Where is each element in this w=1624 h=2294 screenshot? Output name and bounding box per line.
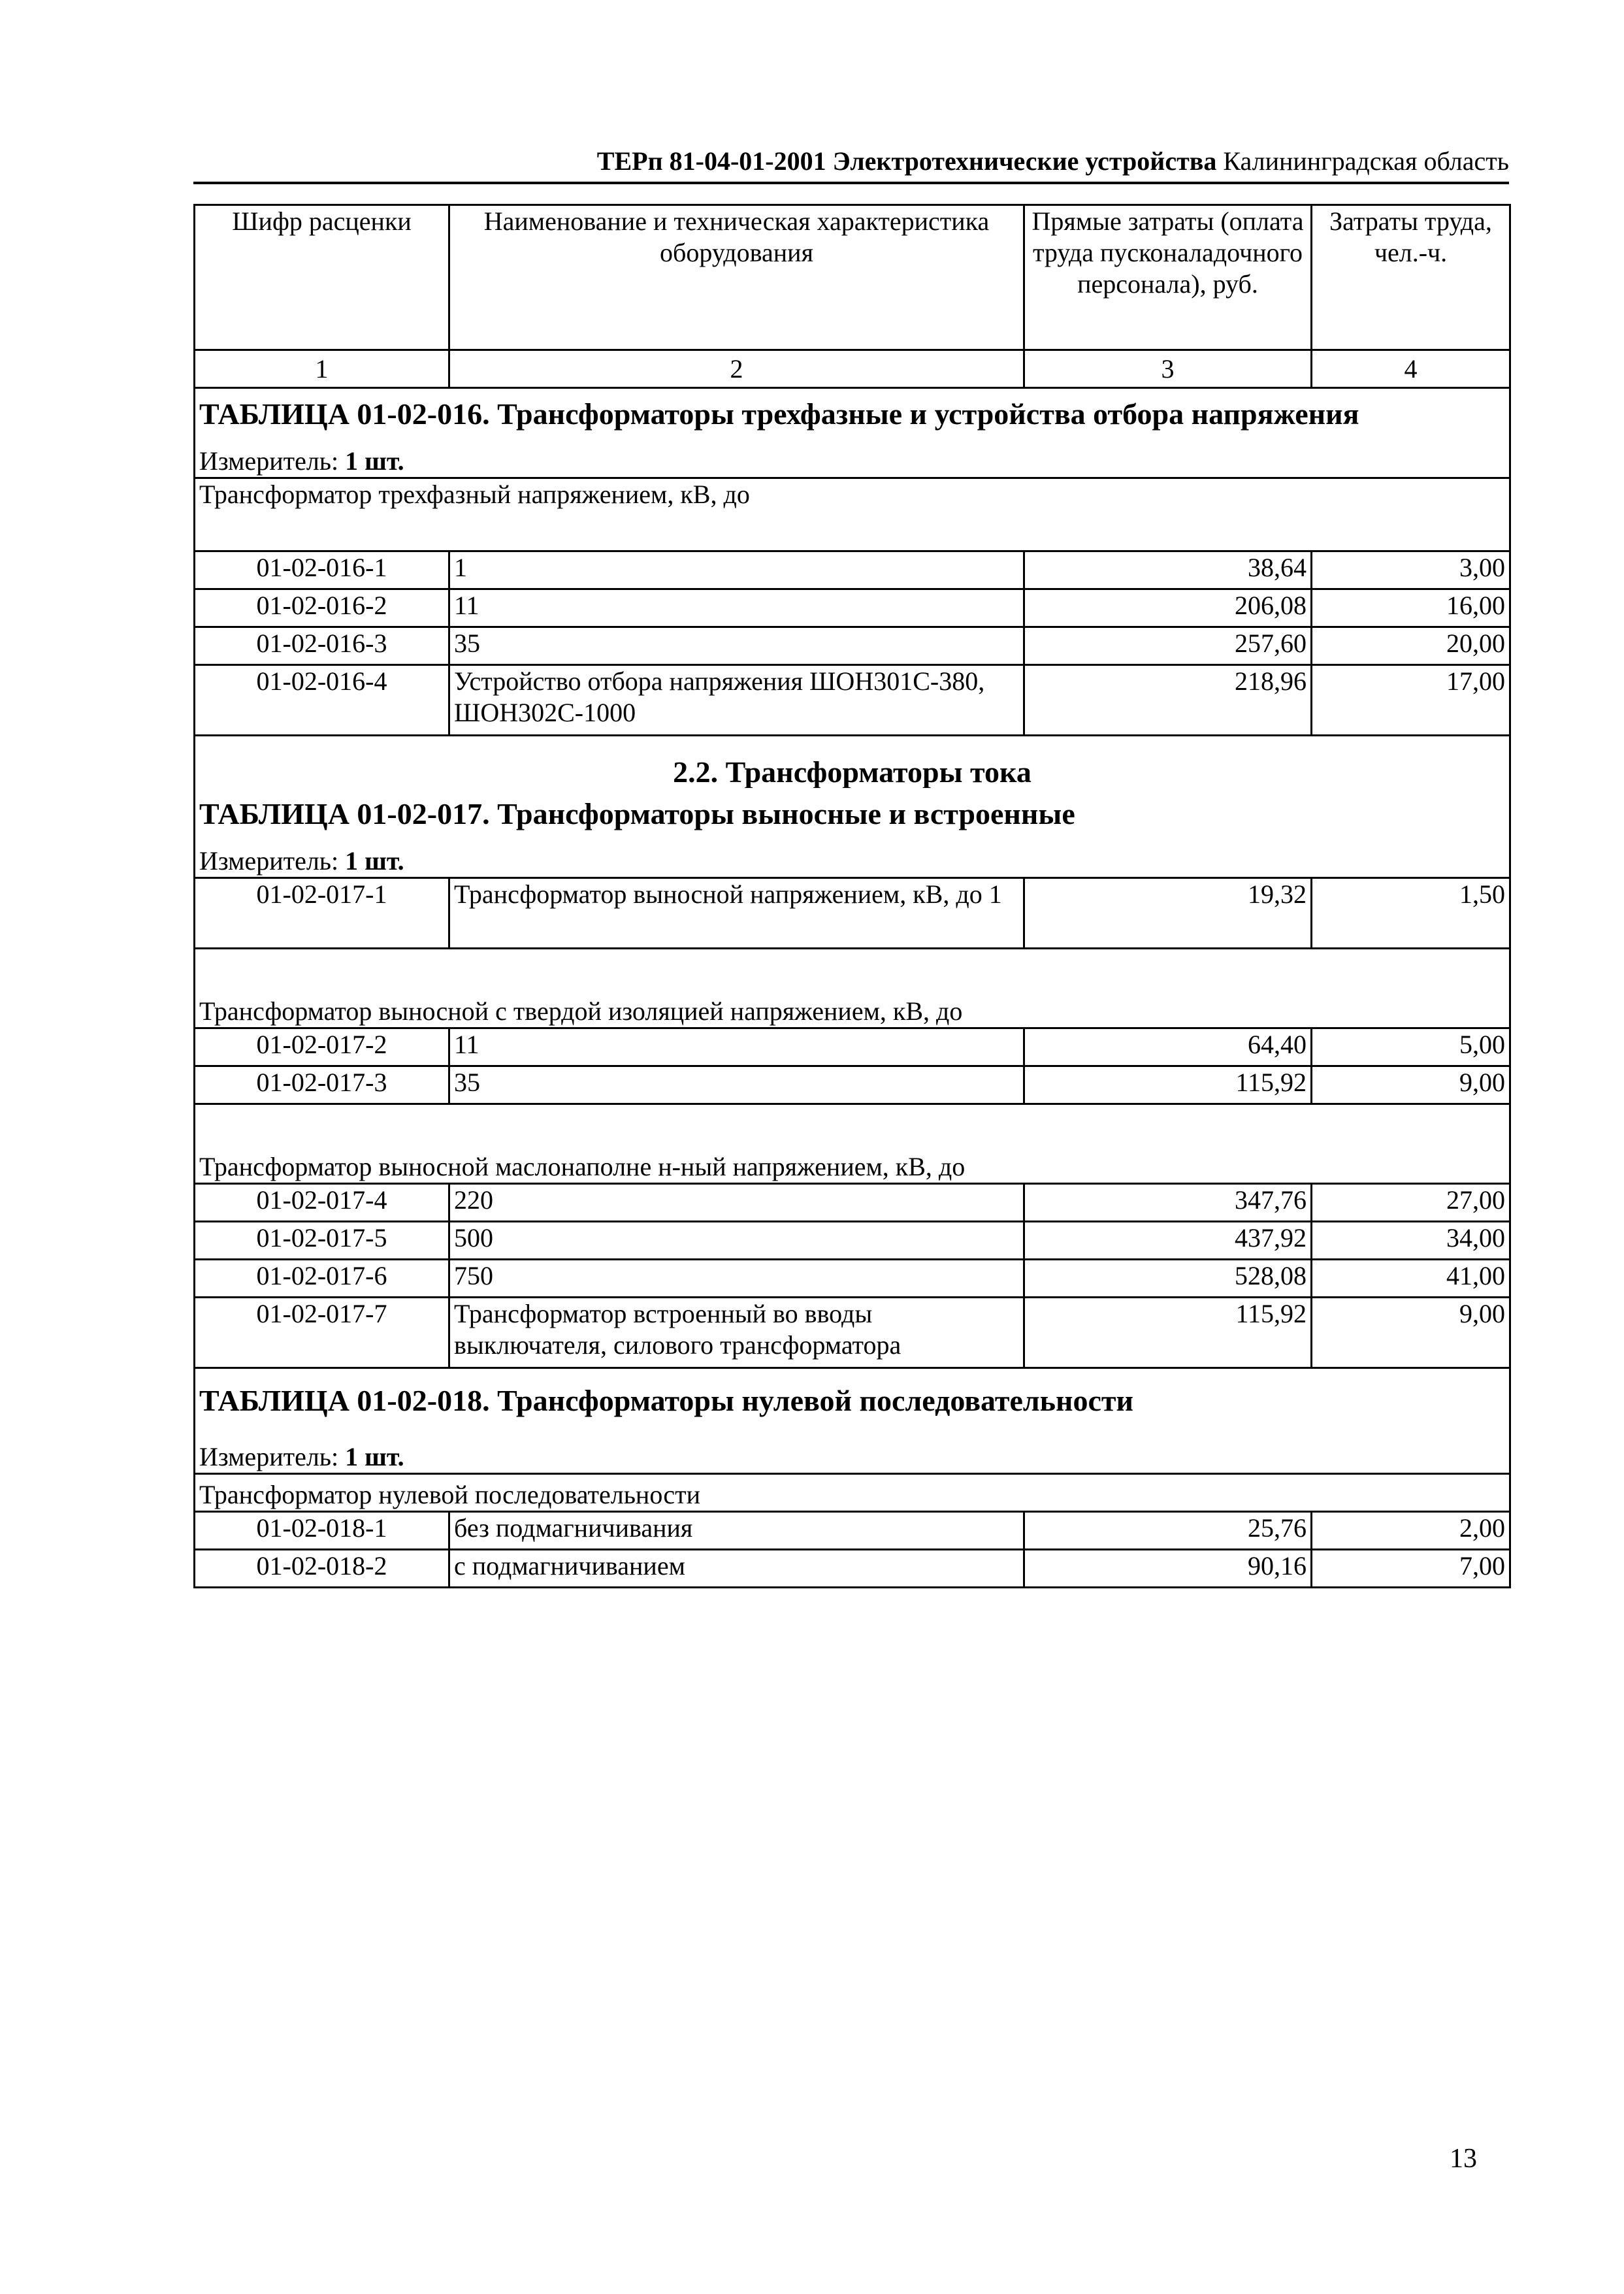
- item-name: 35: [449, 627, 1024, 665]
- rate-code: 01-02-018-2: [195, 1550, 449, 1588]
- direct-cost: 64,40: [1024, 1028, 1312, 1066]
- rate-code: 01-02-016-2: [195, 589, 449, 627]
- item-name: с подмагничиванием: [449, 1550, 1024, 1588]
- direct-cost: 206,08: [1024, 589, 1312, 627]
- rate-code: 01-02-016-3: [195, 627, 449, 665]
- table-row: [195, 551, 1510, 589]
- item-name: 500: [449, 1222, 1024, 1260]
- item-name: 750: [449, 1260, 1024, 1298]
- table-row: [195, 1066, 1510, 1104]
- rate-code: 01-02-017-6: [195, 1260, 449, 1298]
- item-name: 11: [449, 1028, 1024, 1066]
- group-description: Трансформатор выносной маслонаполне н-ный напряжением, кВ, до: [195, 1104, 1510, 1184]
- item-name: 11: [449, 589, 1024, 627]
- item-name: Устройство отбора напряжения ШОН301С-380, ШОН302С-1000: [449, 665, 1024, 736]
- header-document-title: ТЕРп 81-04-01-2001 Электротехнические устройства: [596, 146, 1217, 176]
- item-name: 35: [449, 1066, 1024, 1104]
- direct-cost: 528,08: [1024, 1260, 1312, 1298]
- column-number: 3: [1024, 350, 1312, 388]
- rate-code: 01-02-018-1: [195, 1512, 449, 1550]
- direct-cost: 90,16: [1024, 1550, 1312, 1588]
- rate-code: 01-02-017-1: [195, 878, 449, 949]
- measure-row: [195, 840, 1510, 878]
- direct-cost: 115,92: [1024, 1066, 1312, 1104]
- rate-code: 01-02-017-2: [195, 1028, 449, 1066]
- labor-cost: 9,00: [1312, 1298, 1510, 1368]
- rate-code: 01-02-016-1: [195, 551, 449, 589]
- measure-label: Измеритель:: [199, 846, 339, 876]
- table-title-018: ТАБЛИЦА 01-02-018. Трансформаторы нулевой последовательности: [195, 1368, 1510, 1434]
- table-row: [195, 1260, 1510, 1298]
- direct-cost: 257,60: [1024, 627, 1312, 665]
- section-title: 2.2. Трансформаторы тока: [195, 736, 1510, 788]
- labor-cost: 7,00: [1312, 1550, 1510, 1588]
- labor-cost: 27,00: [1312, 1184, 1510, 1222]
- measure-value: 1 шт.: [345, 446, 404, 476]
- labor-cost: 2,00: [1312, 1512, 1510, 1550]
- column-header-cost: Прямые затраты (оплата труда пусконаладочного персонала), руб.: [1024, 205, 1312, 350]
- group-description: Трансформатор нулевой последовательности: [195, 1474, 1510, 1512]
- table-row: [195, 1512, 1510, 1550]
- rate-code: 01-02-017-3: [195, 1066, 449, 1104]
- table-title-016: ТАБЛИЦА 01-02-016. Трансформаторы трехфазные и устройства отбора напряжения: [195, 388, 1510, 440]
- table-row: [195, 665, 1510, 736]
- table-row: [195, 878, 1510, 949]
- column-header-row: [195, 205, 1510, 350]
- rate-code: 01-02-017-4: [195, 1184, 449, 1222]
- measure-unit: [195, 440, 1510, 478]
- table-row: [195, 1028, 1510, 1066]
- group-row: [195, 478, 1510, 551]
- measure-label: Измеритель:: [199, 1442, 339, 1471]
- measure-unit: [195, 1434, 1510, 1474]
- direct-cost: 347,76: [1024, 1184, 1312, 1222]
- item-name: Трансформатор выносной напряжением, кВ, до 1: [449, 878, 1024, 949]
- column-number-row: [195, 350, 1510, 388]
- column-header-code: Шифр расценки: [195, 205, 449, 350]
- column-number: 4: [1312, 350, 1510, 388]
- direct-cost: 25,76: [1024, 1512, 1312, 1550]
- measure-value: 1 шт.: [345, 1442, 404, 1471]
- labor-cost: 1,50: [1312, 878, 1510, 949]
- item-name: 1: [449, 551, 1024, 589]
- group-description: Трансформатор трехфазный напряжением, кВ, до: [195, 478, 1510, 551]
- direct-cost: 115,92: [1024, 1298, 1312, 1368]
- labor-cost: 9,00: [1312, 1066, 1510, 1104]
- section-title-row: [195, 736, 1510, 788]
- group-row: [195, 1474, 1510, 1512]
- table-title-row: [195, 1368, 1510, 1434]
- measure-unit: [195, 840, 1510, 878]
- table-row: [195, 589, 1510, 627]
- column-number: 1: [195, 350, 449, 388]
- rate-code: 01-02-017-7: [195, 1298, 449, 1368]
- table-row: [195, 1184, 1510, 1222]
- measure-row: [195, 440, 1510, 478]
- table-title-row: [195, 388, 1510, 440]
- group-row: [195, 1104, 1510, 1184]
- table-row: [195, 1550, 1510, 1588]
- item-name: 220: [449, 1184, 1024, 1222]
- column-header-name: Наименование и техническая характеристика оборудования: [449, 205, 1024, 350]
- page-header: [193, 145, 1509, 184]
- measure-row: [195, 1434, 1510, 1474]
- labor-cost: 16,00: [1312, 589, 1510, 627]
- labor-cost: 3,00: [1312, 551, 1510, 589]
- table-row: [195, 627, 1510, 665]
- price-table: [193, 204, 1511, 1588]
- rate-code: 01-02-016-4: [195, 665, 449, 736]
- labor-cost: 41,00: [1312, 1260, 1510, 1298]
- labor-cost: 20,00: [1312, 627, 1510, 665]
- labor-cost: 17,00: [1312, 665, 1510, 736]
- group-description: Трансформатор выносной с твердой изоляцией напряжением, кВ, до: [195, 949, 1510, 1028]
- labor-cost: 34,00: [1312, 1222, 1510, 1260]
- group-row: [195, 949, 1510, 1028]
- rate-code: 01-02-017-5: [195, 1222, 449, 1260]
- direct-cost: 437,92: [1024, 1222, 1312, 1260]
- column-number: 2: [449, 350, 1024, 388]
- table-row: [195, 1222, 1510, 1260]
- direct-cost: 19,32: [1024, 878, 1312, 949]
- item-name: без подмагничивания: [449, 1512, 1024, 1550]
- direct-cost: 218,96: [1024, 665, 1312, 736]
- table-title-017: ТАБЛИЦА 01-02-017. Трансформаторы выносные и встроенные: [195, 788, 1510, 840]
- direct-cost: 38,64: [1024, 551, 1312, 589]
- labor-cost: 5,00: [1312, 1028, 1510, 1066]
- table-title-row: [195, 788, 1510, 840]
- item-name: Трансформатор встроенный во вводы выключателя, силового трансформатора: [449, 1298, 1024, 1368]
- column-header-labor: Затраты труда, чел.-ч.: [1312, 205, 1510, 350]
- page-number: 13: [1450, 2144, 1477, 2174]
- measure-value: 1 шт.: [345, 846, 404, 876]
- header-region: Калининградская область: [1223, 146, 1509, 176]
- table-row: [195, 1298, 1510, 1368]
- measure-label: Измеритель:: [199, 446, 339, 476]
